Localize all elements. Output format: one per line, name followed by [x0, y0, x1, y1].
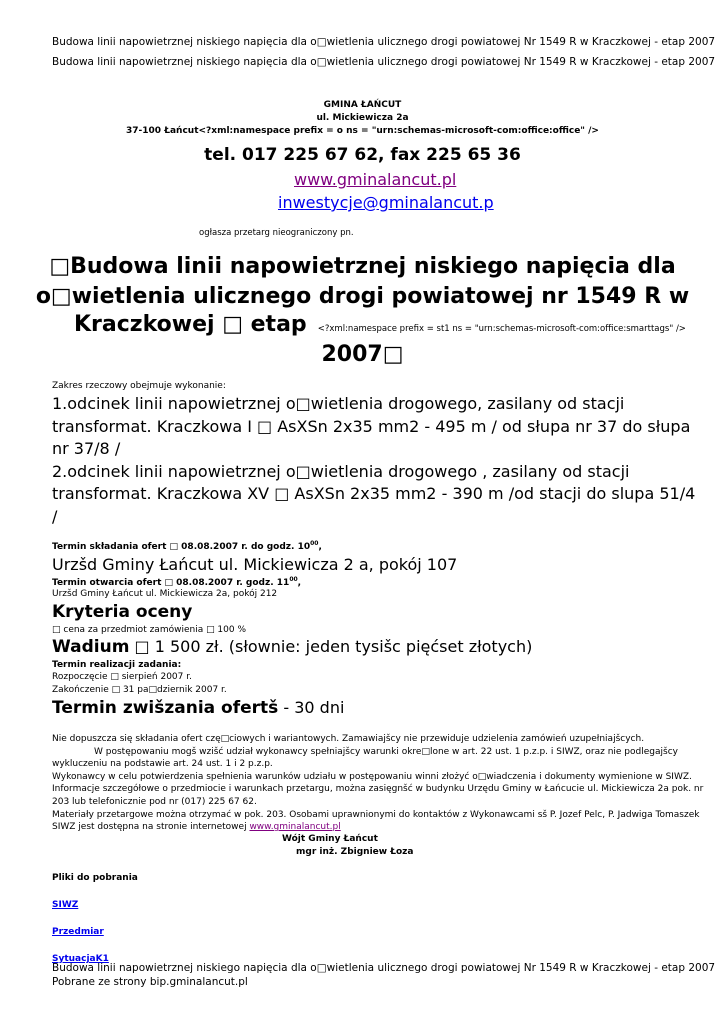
announce-text: ogłasza przetarg nieograniczony pn. — [199, 228, 354, 238]
scope-line: nr 37/8 / — [52, 439, 121, 458]
downloads-heading: Pliki do pobrania — [52, 873, 138, 883]
scope-line: transformat. Kraczkowa XV □ AsXSn 2x35 mm2 - 390 m /od stacji do slupa 51/4 — [52, 484, 696, 503]
note-line: Informacje szczegółowe o przedmiocie i warunkach przetargu, można zasięgnšć w budynku Urzędu Gminy w Łańcucie ul. Mickiewicza 2a pok. nr — [52, 784, 704, 795]
note-line: Wykonawcy w celu potwierdzenia spełnienia warunków udziału w postępowaniu winni złożyć o□wiadczenia i dokumenty wymienione w SIWZ. — [52, 771, 692, 782]
email-link[interactable]: inwestycje@gminalancut.p — [278, 193, 494, 212]
criteria-heading: Kryteria oceny — [52, 602, 193, 622]
signature-name: mgr inż. Zbigniew Łoza — [296, 847, 414, 857]
realization-end: Zakończenie □ 31 pa□dziernik 2007 r. — [52, 685, 227, 695]
download-siwz-link[interactable]: SIWZ — [52, 900, 79, 910]
xml-namespace-note: <?xml:namespace prefix = st1 ns = "urn:schemas-microsoft-com:office:smarttags" /> — [317, 324, 686, 334]
signature-role: Wójt Gminy Łańcut — [282, 834, 378, 844]
tender-title-line4: 2007□ — [321, 342, 404, 367]
siwz-note: SIWZ jest dostępna na stronie internetowej www.gminalancut.pl — [52, 822, 341, 833]
office-name: GMINA ŁAŃCUT — [323, 100, 402, 110]
submission-deadline: Termin składania ofert □ 08.08.2007 r. do godz. $10^{00}$, — [52, 540, 322, 552]
tender-title-line1: □Budowa linii napowietrznej niskiego napięcia dla — [49, 254, 676, 279]
note-line: 203 lub telefonicznie pod nr (017) 225 67 62. — [52, 797, 257, 807]
wadium-line: Wadium □ 1 500 zł. (słownie: jeden tysišc pięćset złotych) — [52, 637, 533, 657]
realization-start: Rozpoczęcie □ sierpień 2007 r. — [52, 672, 192, 682]
note-line: wykluczeniu na podstawie art. 24 ust. 1 i 2 p.z.p. — [52, 759, 273, 770]
office-street: ul. Mickiewicza 2a — [316, 113, 409, 123]
page-header-subtitle: Budowa linii napowietrznej niskiego napięcia dla o□wietlenia ulicznego drogi powiatowej Nr 1549 R w Kraczkowej - etap 2007 — [52, 56, 716, 68]
office-city: 37-100 Łańcut<?xml:namespace prefix = o ns = "urn:schemas-microsoft-com:office:office" /> — [126, 126, 599, 136]
siwz-website-link[interactable]: www.gminalancut.pl — [249, 822, 341, 833]
scope-line: 1.odcinek linii napowietrznej o□wietlenia drogowego, zasilany od stacji — [52, 394, 625, 413]
scope-intro: Zakres rzeczowy obejmuje wykonanie: — [52, 381, 226, 391]
scope-line: transformat. Kraczkowa I □ AsXSn 2x35 mm2 - 495 m / od słupa nr 37 do słupa — [52, 416, 691, 436]
binding-period: Termin zwišzania ofertš - 30 dni — [52, 698, 345, 718]
office-phone: tel. 017 225 67 62, fax 225 65 36 — [204, 145, 521, 165]
opening-date: Termin otwarcia ofert □ 08.08.2007 r. godz. $11^{00}$, — [52, 576, 302, 588]
tender-title-line2: o□wietlenia ulicznego drogi powiatowej nr 1549 R w — [35, 284, 690, 309]
note-line: W postępowaniu mogš wzišć udział wykonawcy spełniajšcy warunki okre□lone w art. 22 ust. 1 p.z.p. i SIWZ, oraz nie podlegajšcy — [94, 746, 678, 757]
scope-line: 2.odcinek linii napowietrznej o□wietlenia drogowego , zasilany od stacji — [52, 461, 630, 481]
download-przedmiar-link[interactable]: Przedmiar — [52, 927, 104, 937]
website-link[interactable]: www.gminalancut.pl — [294, 170, 457, 189]
submission-place: Urzšd Gminy Łańcut ul. Mickiewicza 2 a, pokój 107 — [52, 555, 458, 574]
realization-heading: Termin realizacji zadania: — [52, 660, 182, 670]
page-header-title: Budowa linii napowietrznej niskiego napięcia dla o□wietlenia ulicznego drogi powiatowej Nr 1549 R w Kraczkowej - etap 2007 — [52, 36, 716, 48]
tender-title-line3: Kraczkowej □ etap — [74, 312, 307, 337]
footer-source: Pobrane ze strony bip.gminalancut.pl — [52, 976, 248, 988]
download-sytuacja-link[interactable]: SytuacjaK1 — [52, 954, 109, 964]
criteria-line: □ cena za przedmiot zamówienia □ 100 % — [52, 625, 247, 635]
footer-title: Budowa linii napowietrznej niskiego napięcia dla o□wietlenia ulicznego drogi powiatowej Nr 1549 R w Kraczkowej - etap 2007 — [52, 962, 716, 974]
note-line: Nie dopuszcza się składania ofert czę□ciowych i wariantowych. Zamawiajšcy nie przewiduje udzielenia zamówień uzupełniajšcych. — [52, 734, 645, 744]
opening-place: Urzšd Gminy Łańcut ul. Mickiewicza 2a, pokój 212 — [52, 589, 278, 599]
scope-line: / — [52, 506, 58, 526]
note-line: Materiały przetargowe można otrzymać w pok. 203. Osobami uprawnionymi do kontaktów z Wykonawcami sš P. Jozef Pelc, P. Jadwiga Tomaszek — [52, 809, 700, 820]
